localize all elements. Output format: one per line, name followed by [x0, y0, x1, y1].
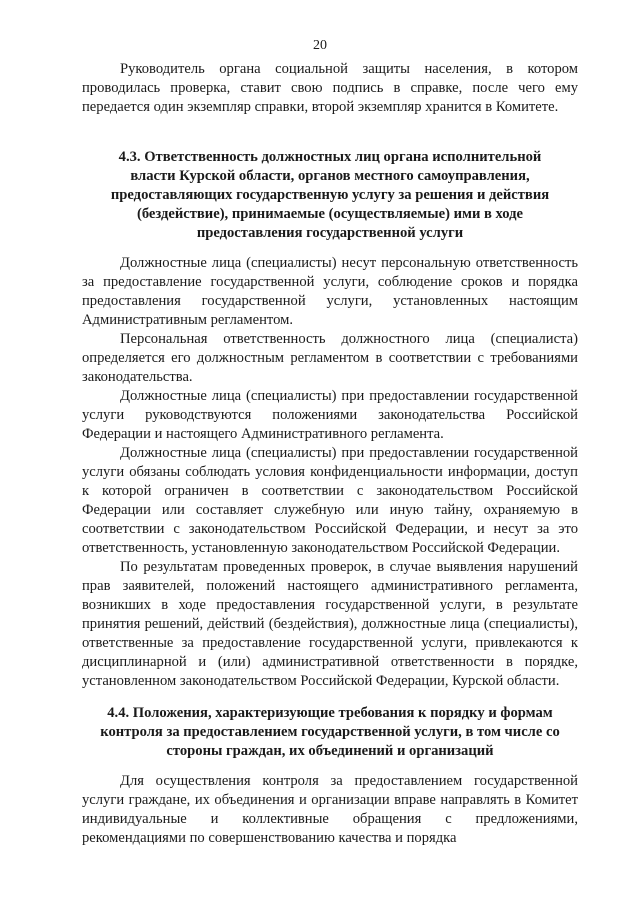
- intro-block: [82, 60, 578, 117]
- section-4-4-heading: 4.4. Положения, характеризующие требования к порядку и формам контроля за предоставлением государственной услуги, в том числе со стороны граждан, их объединений и организаций: [100, 705, 560, 759]
- page-number: 20: [313, 38, 327, 53]
- section-4-4-body: [82, 772, 578, 848]
- section-4-4-heading-block: [96, 704, 564, 761]
- section-4-3-paragraph-5: По результатам проведенных проверок, в случае выявления нарушений прав заявителей, положений настоящего административного регламента, возникших в ходе предоставления государственной услуги, в результате принятия решений, действий (бездействия), должностные лица (специалисты), ответственные за предоставление государственной услуги, привлекаются к дисциплинарной и (или) административной ответственности в порядке, установленном законодательством Российской Федерации, Курской области.: [82, 559, 578, 689]
- intro-paragraph: Руководитель органа социальной защиты населения, в котором проводилась проверка, ставит свою подпись в справке, после чего ему передается один экземпляр справки, второй экземпляр хранится в Комитете.: [82, 61, 578, 115]
- section-4-3-body: [82, 254, 578, 691]
- section-4-3-paragraph-2: Персональная ответственность должностного лица (специалиста) определяется его должностным регламентом в соответствии с требованиями законодательства.: [82, 331, 578, 385]
- section-4-4-paragraph-1: Для осуществления контроля за предоставлением государственной услуги граждане, их объединения и организации вправе направлять в Комитет индивидуальные и коллективные обращения с предложениями, рекомендациями по совершенствованию качества и порядка: [82, 773, 578, 846]
- section-4-3-heading-block: [110, 148, 550, 243]
- section-4-3-paragraph-4: Должностные лица (специалисты) при предоставлении государственной услуги обязаны соблюдать условия конфиденциальности информации, доступ к которой ограничен в соответствии с законодательством Российской Федерации или составляет служебную или иную тайну, охраняемую в соответствии с законодательством Российской Федерации, и несут за это ответственность, установленную законодательством Российской Федерации.: [82, 445, 578, 556]
- section-4-3-paragraph-3: Должностные лица (специалисты) при предоставлении государственной услуги руководствуются положениями законодательства Российской Федерации и настоящего Административного регламента.: [82, 388, 578, 442]
- section-4-3-paragraph-1: Должностные лица (специалисты) несут персональную ответственность за предоставление государственной услуги, соблюдение сроков и порядка предоставления государственной услуги, установленных настоящим Административным регламентом.: [82, 255, 578, 328]
- section-4-3-heading: 4.3. Ответственность должностных лиц органа исполнительной власти Курской области, органов местного самоуправления, предоставляющих государственную услугу за решения и действия (бездействие), принимаемые (осуществляемые) ими в ходе предоставления государственной услуги: [110, 149, 550, 241]
